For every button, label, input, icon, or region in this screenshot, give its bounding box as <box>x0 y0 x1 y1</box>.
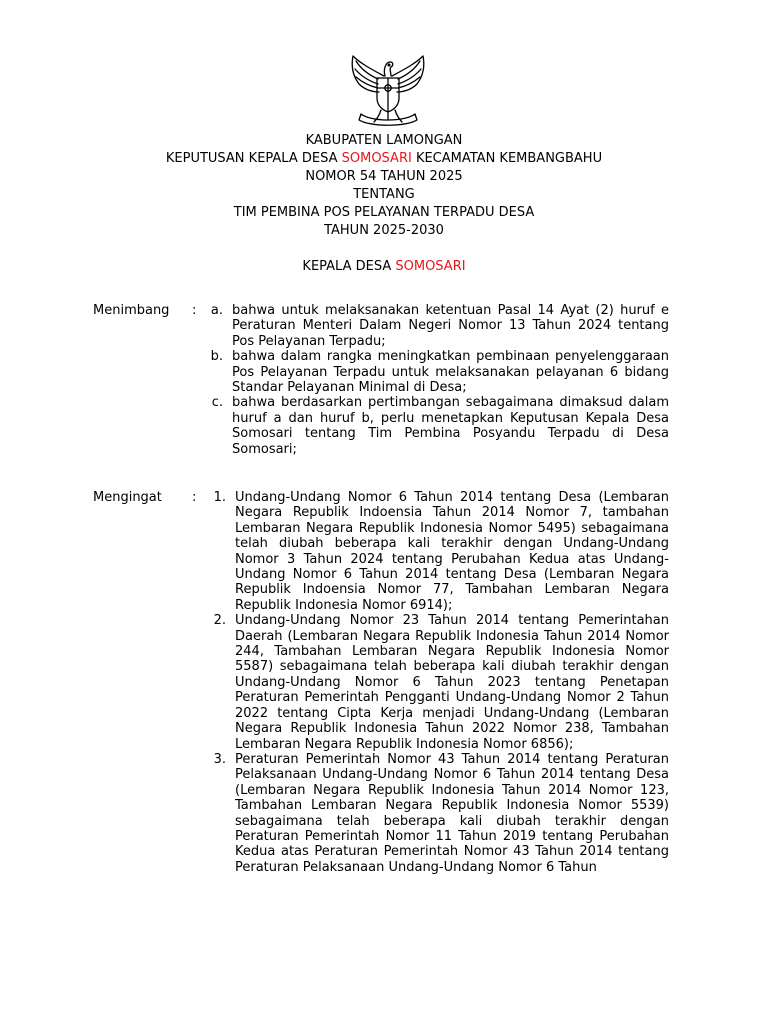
head-of-village-title <box>0 258 768 276</box>
mengingat-item-1 <box>0 490 768 613</box>
decree-title <box>0 150 768 168</box>
decree-period: TAHUN 2025-2030 <box>324 223 444 238</box>
item-text: bahwa untuk melaksanakan ketentuan Pasal 14 Ayat (2) huruf e Peraturan Menteri Dalam Negeri Nomor 13 Tahun 2024 tentang Pos Pelayanan Terpadu; <box>232 303 669 349</box>
item-text: Undang-Undang Nomor 6 Tahun 2014 tentang Desa (Lembaran Negara Republik Indoensia Tahun 2014 Nomor 7, tambahan Lembaran Negara Republik Indonesia Nomor 5495) sebagaimana telah diubah beberapa kali terakhir dengan Undang-Undang Nomor 3 Tahun 2024 tentang Perubahan Kedua atas Undang-Undang Nomor 6 Tahun 2014 tentang Desa (Lembaran Negara Republik Indoensia Nomor 77, Tambahan Lembaran Negara Republik Indonesia Nomor 6914); <box>235 490 669 613</box>
mengingat-label: Mengingat <box>93 490 162 505</box>
menimbang-item-c <box>0 395 768 457</box>
item-marker: 3. <box>213 751 226 767</box>
item-text: bahwa dalam rangka meningkatkan pembinaan penyelenggaraan Pos Pelayanan Terpadu untuk melaksanakan pelayanan 6 bidang Standar Pelayanan Minimal di Desa; <box>232 349 669 396</box>
header-gap <box>0 240 768 258</box>
about-label: TENTANG <box>353 187 415 202</box>
decree-prefix: KEPUTUSAN KEPALA DESA <box>165 151 342 166</box>
document-header <box>0 132 768 276</box>
item-marker: 1. <box>213 490 226 505</box>
menimbang-item-a <box>0 303 768 349</box>
mengingat-item-2 <box>0 613 768 752</box>
menimbang-label: Menimbang <box>93 303 170 318</box>
decree-number: NOMOR 54 TAHUN 2025 <box>305 169 463 184</box>
item-marker: c. <box>211 395 223 411</box>
decree-subject: TIM PEMBINA POS PELAYANAN TERPADU DESA <box>233 205 535 220</box>
head-prefix: KEPALA DESA <box>302 259 396 274</box>
mengingat-colon: : <box>192 490 197 505</box>
decree-suffix: KECAMATAN KEMBANGBAHU <box>411 151 603 166</box>
item-text: Undang-Undang Nomor 23 Tahun 2014 tentang Pemerintahan Daerah (Lembaran Negara Republik Indonesia Tahun 2014 Nomor 244, Tambahan Lembaran Negara Republik Indonesia Nomor 5587) sebagaimana telah beberapa kali diubah terakhir dengan Undang-Undang Nomor 6 Tahun 2023 tentang Penetapan Peraturan Pemerintah Pengganti Undang-Undang Nomor 2 Tahun 2022 tentang Cipta Kerja menjadi Undang-Undang (Lembaran Negara Republik Indonesia Tahun 2022 Nomor 238, Tambahan Lembaran Negara Republik Indonesia Nomor 6856); <box>235 613 669 752</box>
menimbang-item-b <box>0 349 768 395</box>
village-name: SOMOSARI <box>341 151 412 166</box>
item-text: Peraturan Pemerintah Nomor 43 Tahun 2014 tentang Peraturan Pelaksanaan Undang-Undang Nomor 6 Tahun 2014 tentang Desa (Lembaran Negara Republik Indonesia Tahun 2014 Nomor 123, Tambahan Lembaran Negara Republik Indonesia Nomor 5539) sebagaimana telah beberapa kali diubah terakhir dengan Peraturan Pemerintah Nomor 11 Tahun 2019 tentang Perubahan Kedua atas Peraturan Pemerintah Nomor 43 Tahun 2014 tentang Peraturan Pelaksanaan Undang-Undang Nomor 6 Tahun <box>235 751 669 875</box>
regency-title: KABUPATEN LAMONGAN <box>305 133 463 148</box>
garuda-emblem-icon <box>347 52 429 126</box>
item-marker: b. <box>210 349 223 365</box>
menimbang-section <box>0 303 768 457</box>
item-marker: 2. <box>213 613 226 629</box>
head-village-name: SOMOSARI <box>395 259 466 274</box>
mengingat-item-3 <box>0 752 768 875</box>
item-text: bahwa berdasarkan pertimbangan sebagaimana dimaksud dalam huruf a dan huruf b, perlu menetapkan Keputusan Kepala Desa Somosari tentang Tim Pembina Posyandu Terpadu di Desa Somosari; <box>232 395 669 457</box>
menimbang-colon: : <box>192 303 197 318</box>
item-marker: a. <box>210 303 223 318</box>
mengingat-section <box>0 490 768 875</box>
